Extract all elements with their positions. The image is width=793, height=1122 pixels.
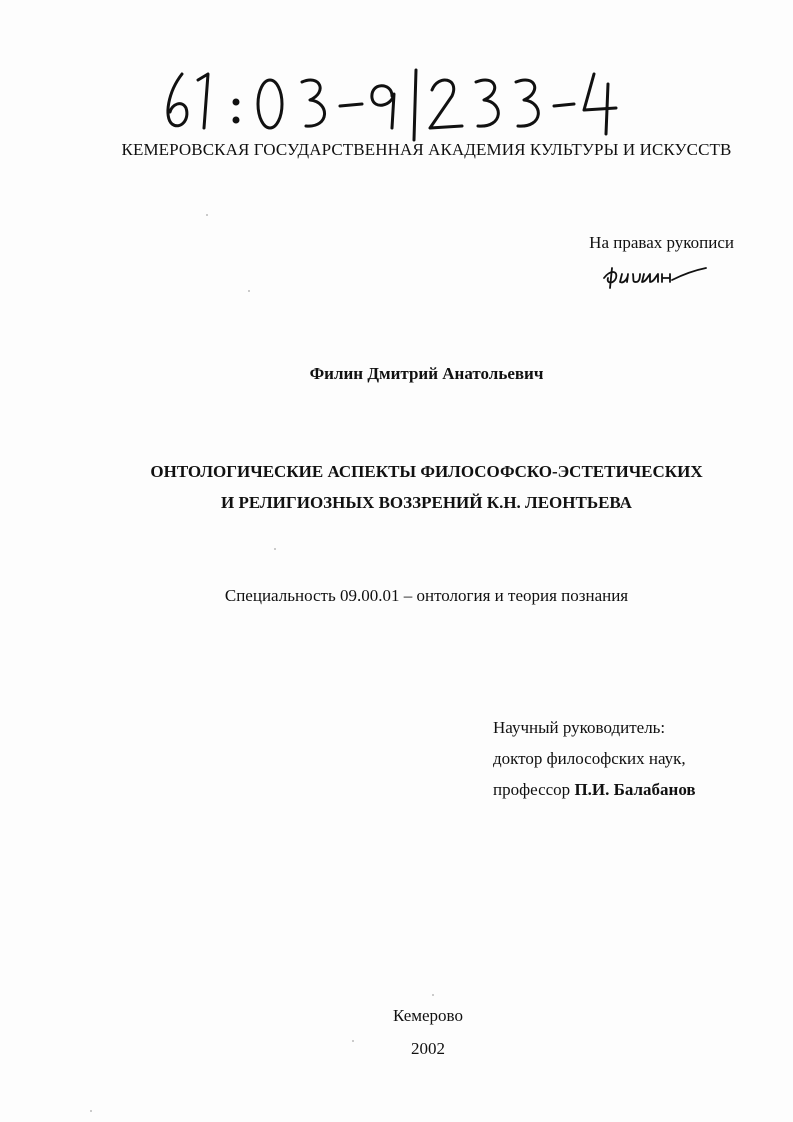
handwritten-catalog-number bbox=[160, 62, 630, 152]
scan-speck bbox=[90, 1110, 92, 1112]
specialty-line: Специальность 09.00.01 – онтология и теория познания bbox=[224, 586, 629, 605]
supervisor-degree: доктор философских наук, bbox=[493, 749, 686, 768]
author-signature bbox=[600, 262, 710, 292]
scan-speck bbox=[248, 290, 250, 292]
manuscript-rights-label: На правах рукописи bbox=[589, 233, 734, 252]
supervisor-block bbox=[493, 712, 696, 805]
institution-name: КЕМЕРОВСКАЯ ГОСУДАРСТВЕННАЯ АКАДЕМИЯ КУЛЬТУРЫ И ИСКУССТВ bbox=[121, 140, 732, 159]
author-name: Филин Дмитрий Анатольевич bbox=[309, 364, 544, 383]
title-line-2: И РЕЛИГИОЗНЫХ ВОЗЗРЕНИЙ К.Н. ЛЕОНТЬЕВА bbox=[221, 493, 632, 512]
supervisor-title-prefix: профессор bbox=[493, 780, 575, 799]
title-line-1: ОНТОЛОГИЧЕСКИЕ АСПЕКТЫ ФИЛОСОФСКО-ЭСТЕТИЧЕСКИХ bbox=[150, 462, 703, 481]
publication-year: 2002 bbox=[411, 1039, 445, 1058]
supervisor-title-line bbox=[493, 774, 696, 805]
dissertation-title bbox=[0, 456, 793, 518]
scan-speck bbox=[206, 214, 208, 216]
scan-speck bbox=[352, 1040, 354, 1042]
supervisor-name: П.И. Балабанов bbox=[574, 780, 696, 799]
city-name: Кемерово bbox=[393, 1006, 463, 1025]
scan-speck bbox=[274, 548, 276, 550]
supervisor-label: Научный руководитель: bbox=[493, 718, 666, 737]
scan-speck bbox=[432, 994, 434, 996]
